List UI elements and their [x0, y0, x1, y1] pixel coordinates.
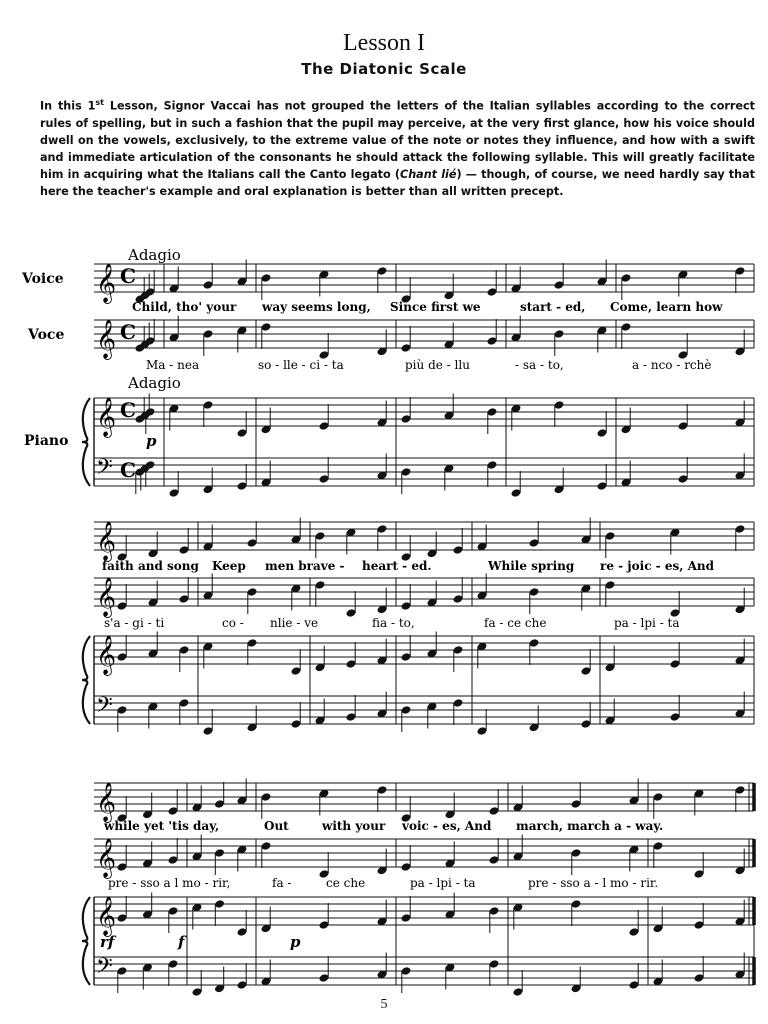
lesson-title: Lesson I — [343, 30, 425, 56]
dynamic-p: p — [290, 933, 301, 951]
lyric: fia - to, — [372, 616, 415, 630]
bass-clef-icon: 𝄢 — [96, 954, 113, 984]
staff-piano-bass — [94, 454, 754, 498]
staff-piano-treble — [94, 632, 754, 677]
lyric: a - nco - rchè — [632, 358, 712, 372]
lyric: co - — [222, 616, 244, 630]
staff-piano-bass — [94, 953, 754, 997]
treble-clef-icon: 𝄞 — [96, 521, 117, 561]
lyrics-english-row-1 — [132, 300, 723, 314]
staff-piano-treble — [94, 394, 754, 439]
lyric: pre - sso a - l mo - rir. — [528, 876, 659, 890]
lyric: fa - ce che — [484, 616, 547, 630]
label-voce: Voce — [28, 327, 65, 343]
treble-clef-icon: 𝄞 — [96, 635, 117, 675]
lyric: Child, tho' your — [132, 300, 237, 314]
lyric: re - joic - es, And — [600, 559, 715, 573]
lyric: pre - sso a l mo - rir, — [108, 876, 231, 890]
staff-piano-treble — [94, 893, 754, 938]
lyric: march, march a - way. — [516, 819, 664, 833]
piano-brace-icon — [82, 897, 90, 985]
lyric: Ma - nea — [146, 358, 200, 372]
intro-text-1: In this — [40, 99, 88, 113]
staff-voce — [94, 835, 754, 880]
lyric: ce che — [326, 876, 366, 890]
lyric: Since first we — [390, 300, 481, 314]
lyrics-italian-row-1 — [146, 358, 711, 372]
piano-brace-icon — [82, 636, 90, 724]
treble-clef-icon: 𝄞 — [96, 319, 117, 359]
tempo-mark-voice: Adagio — [128, 246, 181, 264]
intro-chant-lie: Chant lié — [399, 167, 457, 181]
lyrics-english-row-2 — [102, 559, 715, 573]
time-signature: C — [120, 398, 136, 422]
intro-text-3: ) — though, of course, we need hardly say that here the teacher's example and oral explanation is better than all written precept. — [40, 167, 756, 198]
lyrics-english-row-3 — [103, 819, 663, 833]
lyric: so - lle - ci - ta — [258, 358, 344, 372]
label-piano: Piano — [24, 433, 69, 449]
lyrics-italian-row-2 — [104, 616, 680, 630]
tempo-mark-piano: Adagio — [128, 374, 181, 392]
time-signature: C — [120, 264, 136, 288]
lyric: men brave - — [265, 559, 345, 573]
lyric: voic - es, And — [402, 819, 492, 833]
bass-clef-icon: 𝄢 — [96, 455, 113, 485]
lesson-subtitle: The Diatonic Scale — [301, 60, 467, 78]
lyric: fa - — [272, 876, 292, 890]
label-voice: Voice — [22, 271, 64, 287]
staff-voce — [94, 574, 754, 619]
lyric: più de - llu — [405, 358, 470, 372]
lyric: pa - lpi - ta — [614, 616, 680, 630]
treble-clef-icon: 𝄞 — [96, 397, 117, 437]
lyric: - sa - to, — [515, 358, 564, 372]
lyric: s'a - gi - ti — [104, 616, 165, 630]
lyric: with your — [322, 819, 386, 833]
lyric: pa - lpi - ta — [410, 876, 476, 890]
staff-piano-bass — [94, 692, 754, 736]
bass-clef-icon: 𝄢 — [96, 693, 113, 723]
lyric: While spring — [488, 559, 575, 573]
lyric: nlie - ve — [270, 616, 319, 630]
dynamic-p: p — [146, 432, 157, 450]
lyric: Keep — [212, 559, 246, 573]
lyric: while yet 'tis day, — [104, 819, 220, 833]
lyric: Out — [264, 819, 289, 833]
lyrics-italian-row-3 — [108, 876, 658, 890]
intro-text-2: Lesson, Signor Vaccai has not grouped the letters of the Italian syllables according to the correct rules of spelling, but in such a fashion that the pupil may perceive, at the very first glance, how his voice should dwell on the vowels, exclusively, to the extreme value of the note or notes they influence, and how with a swift and immediate articulation of the consonants he should attack the following syllable. This will greatly facilitate him in acquiring what the Italians call the Canto legato ( — [40, 99, 755, 181]
treble-clef-icon: 𝄞 — [96, 896, 117, 936]
staff-voce — [94, 316, 754, 361]
lyric: way seems long, — [262, 300, 371, 314]
staff-voice — [94, 518, 754, 563]
lyric: faith and song — [102, 559, 199, 573]
lyric: start - ed, — [520, 300, 586, 314]
page-number: 5 — [380, 997, 388, 1012]
staff-voice — [94, 260, 754, 305]
treble-clef-icon: 𝄞 — [96, 782, 117, 822]
time-signature: C — [120, 458, 136, 482]
treble-clef-icon: 𝄞 — [96, 838, 117, 878]
dynamic-rf: rf — [100, 933, 115, 951]
treble-clef-icon: 𝄞 — [96, 577, 117, 617]
lyric: Come, learn how — [610, 300, 723, 314]
dynamic-f: f — [178, 933, 185, 951]
intro-ordinal-suffix: st — [95, 98, 104, 107]
piano-brace-icon — [82, 398, 90, 486]
treble-clef-icon: 𝄞 — [96, 263, 117, 303]
time-signature: C — [120, 320, 136, 344]
lyric: heart - ed. — [362, 559, 432, 573]
staff-voice — [94, 779, 754, 824]
intro-ordinal-number: 1 — [87, 99, 96, 113]
